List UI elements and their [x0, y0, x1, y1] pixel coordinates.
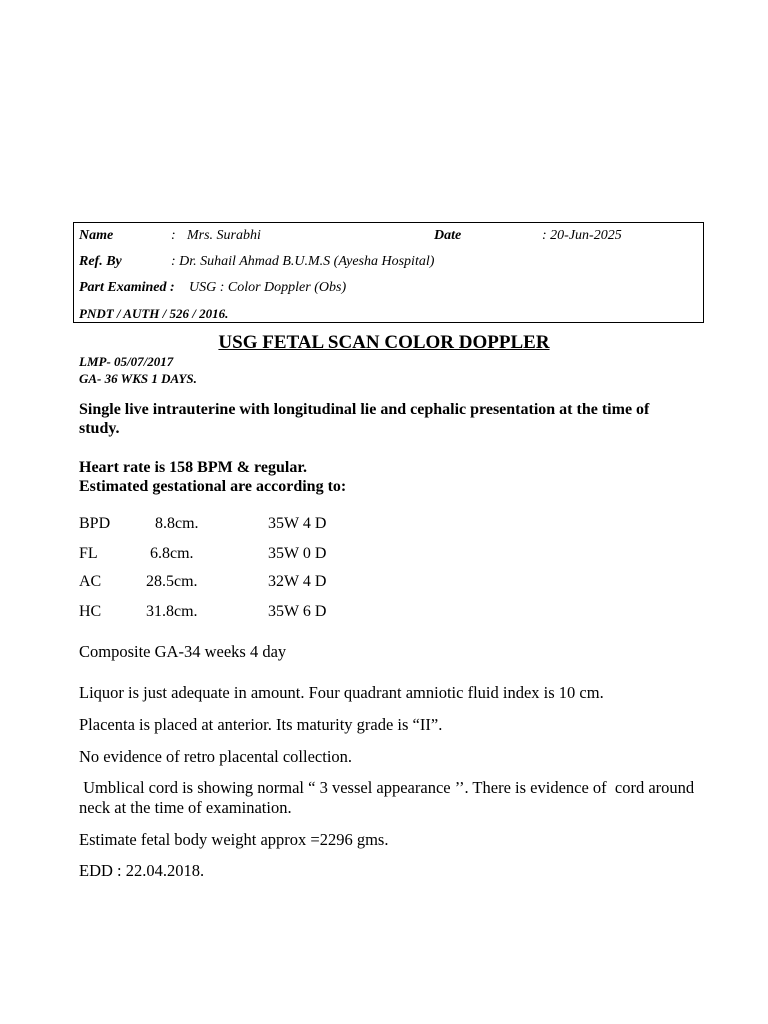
pndt-number: PNDT / AUTH / 526 / 2016.	[79, 306, 229, 321]
composite-ga-text: Composite GA-34 weeks 4 day	[79, 642, 287, 661]
measurement-age: 32W 4 D	[268, 573, 327, 590]
part-label: Part Examined :	[79, 280, 175, 295]
measurement-age: 35W 0 D	[268, 545, 327, 562]
ga-line: GA- 36 WKS 1 DAYS.	[79, 371, 197, 386]
date-label: Date	[434, 228, 462, 243]
heart-rate-text: Heart rate is 158 BPM & regular.	[79, 459, 307, 476]
liquor-text: Liquor is just adequate in amount. Four quadrant amniotic fluid index is 10 cm.	[79, 683, 604, 702]
part-value: USG : Color Doppler (Obs)	[189, 280, 347, 295]
ref-label: Ref. By	[79, 254, 122, 269]
measurement-age: 35W 6 D	[268, 603, 327, 620]
measurement-param: BPD	[79, 515, 111, 532]
patient-header-box	[73, 222, 704, 323]
estimated-text: Estimated gestational are according to:	[79, 478, 347, 495]
measurement-param: FL	[79, 545, 98, 562]
measurement-param: HC	[79, 603, 102, 620]
ref-value: : Dr. Suhail Ahmad B.U.M.S (Ayesha Hospital)	[171, 254, 435, 269]
measurement-param: AC	[79, 573, 102, 590]
name-separator: :	[171, 228, 176, 243]
measurement-value: 8.8cm.	[155, 515, 199, 532]
measurement-value: 6.8cm.	[150, 545, 194, 562]
fetal-weight-text: Estimate fetal body weight approx =2296 gms.	[79, 830, 389, 849]
lmp-line: LMP- 05/07/2017	[79, 354, 174, 369]
measurement-value: 28.5cm.	[146, 573, 198, 590]
retro-placental-text: No evidence of retro placental collection.	[79, 747, 353, 766]
name-label: Name	[79, 228, 114, 243]
measurement-value: 31.8cm.	[146, 603, 198, 620]
measurement-age: 35W 4 D	[268, 515, 327, 532]
presentation-text: Single live intrauterine with longitudinal lie and cephalic presentation at the time of study.	[79, 401, 650, 437]
report-title: USG FETAL SCAN COLOR DOPPLER	[218, 332, 550, 353]
date-value: : 20-Jun-2025	[542, 228, 622, 243]
placenta-text: Placenta is placed at anterior. Its maturity grade is “II”.	[79, 715, 443, 734]
umbilical-cord-text: Umblical cord is showing normal “ 3 vessel appearance ’’. There is evidence of cord around neck at the time of examination.	[79, 778, 699, 817]
edd-text: EDD : 22.04.2018.	[79, 861, 205, 880]
name-value: Mrs. Surabhi	[187, 228, 261, 243]
